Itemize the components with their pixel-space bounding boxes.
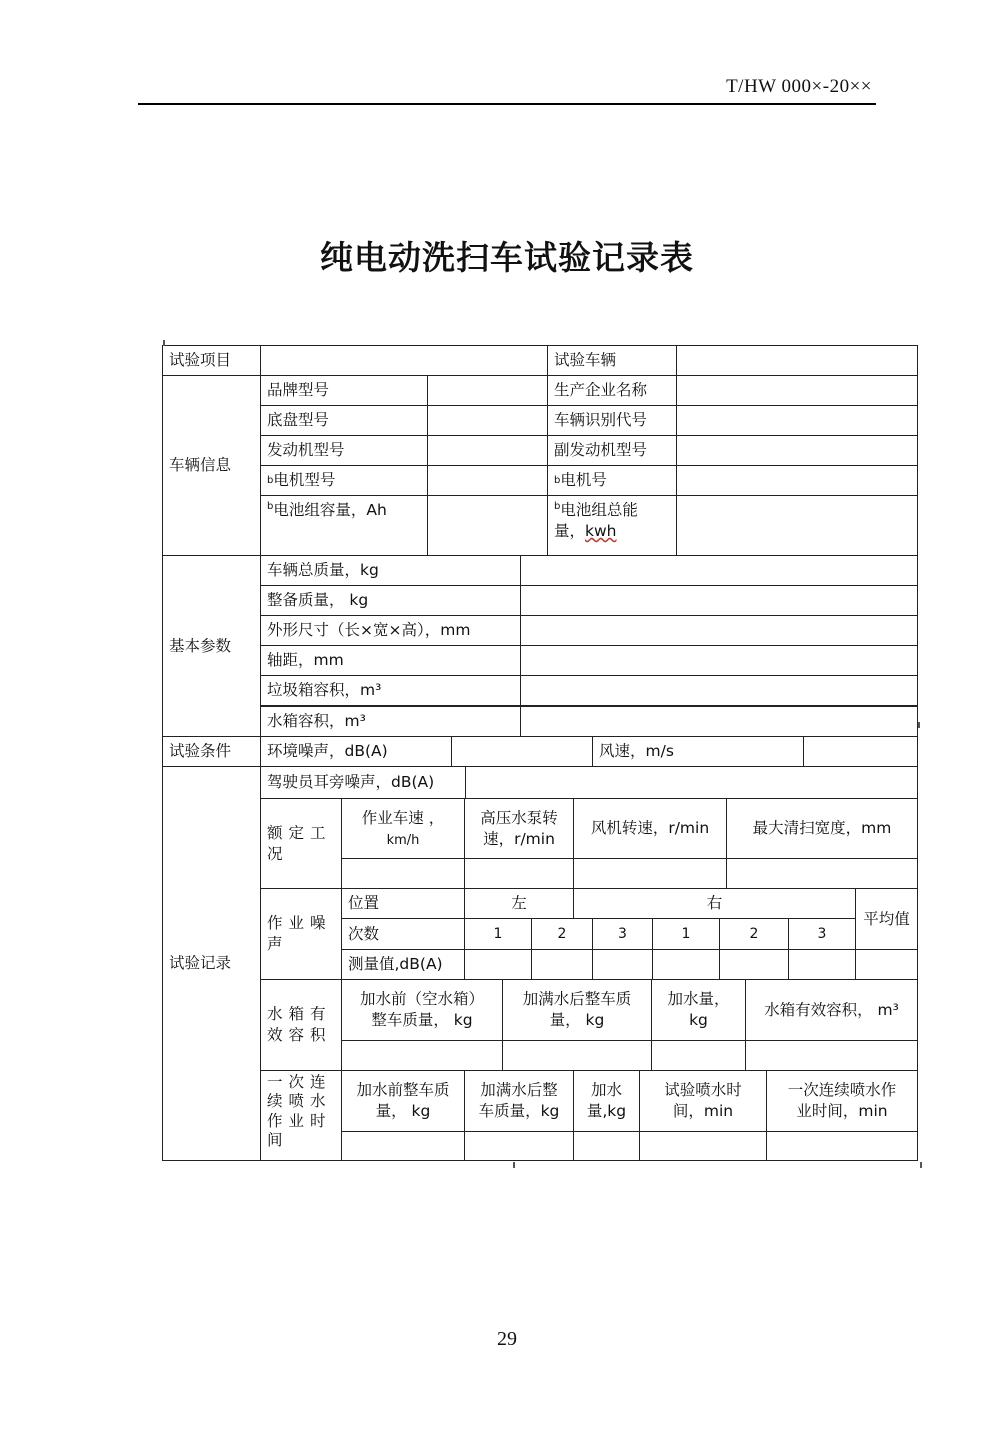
cell-cont-before-value[interactable] <box>341 1131 465 1161</box>
cell-cont-fill-header: 加水 量,kg <box>573 1070 640 1132</box>
cell-vin-value[interactable] <box>676 405 918 436</box>
cell-test-item-label: 试验项目 <box>162 345 261 376</box>
cell-gross-mass-value[interactable] <box>520 555 918 586</box>
cell-dimensions-value[interactable] <box>520 615 918 646</box>
cell-before-fill-value[interactable] <box>341 1040 503 1071</box>
cell-battery-capacity-value[interactable] <box>427 495 548 556</box>
cell-driver-noise-label: 驾驶员耳旁噪声，dB(A) <box>260 766 466 799</box>
cell-fan-speed-value[interactable] <box>573 858 727 889</box>
cell-left-header: 左 <box>464 888 574 919</box>
cell-tank-eff-header: 水箱有效容积， m³ <box>745 979 918 1041</box>
cell-ambient-noise-label: 环境噪声，dB(A) <box>260 736 452 767</box>
cell-cont-time-header: 一次连续喷水作 业时间，min <box>766 1070 918 1132</box>
cell-measured-right-3[interactable] <box>788 949 856 980</box>
cell-after-fill-header: 加满水后整车质 量， kg <box>502 979 652 1041</box>
section-test-records: 试验记录 <box>162 766 261 1161</box>
footnote-b: b <box>267 500 274 512</box>
cell-left-3: 3 <box>592 918 653 950</box>
cell-average-header: 平均值 <box>855 888 918 950</box>
cell-tank-eff-value[interactable] <box>745 1040 918 1071</box>
cell-chassis-model-label: 底盘型号 <box>260 405 428 436</box>
cell-fill-amount-value[interactable] <box>651 1040 746 1071</box>
cell-test-vehicle-value[interactable] <box>676 345 918 376</box>
cell-measured-label: 测量值,dB(A) <box>341 949 465 980</box>
scan-tick <box>163 340 165 346</box>
cell-cont-after-header: 加满水后整 车质量，kg <box>464 1070 574 1132</box>
cell-dimensions-label: 外形尺寸（长×宽×高），mm <box>260 615 521 646</box>
cell-engine-model-value[interactable] <box>427 435 548 466</box>
cell-ambient-noise-value[interactable] <box>451 736 593 767</box>
cell-fill-amount-header: 加水量， kg <box>651 979 746 1041</box>
cell-test-item-value[interactable] <box>260 345 548 376</box>
cell-right-1: 1 <box>652 918 720 950</box>
cell-continuous-label: 一次连续喷水作业时间 <box>260 1070 342 1161</box>
cell-motor-model-value[interactable] <box>427 465 548 496</box>
cell-after-fill-value[interactable] <box>502 1040 652 1071</box>
cell-vin-label: 车辆识别代号 <box>547 405 677 436</box>
cell-tank-volume-label: 水箱容积，m³ <box>260 706 521 737</box>
cell-times-label: 次数 <box>341 918 465 950</box>
cell-manufacturer-label: 生产企业名称 <box>547 375 677 406</box>
cell-motor-number-label: b 电机号 <box>547 465 677 496</box>
cell-left-2: 2 <box>531 918 593 950</box>
cell-measured-left-1[interactable] <box>464 949 532 980</box>
section-vehicle-info: 车辆信息 <box>162 375 261 556</box>
cell-rated-condition-label: 额定工况 <box>260 798 342 889</box>
scan-tick <box>513 1162 515 1168</box>
cell-measured-right-2[interactable] <box>719 949 789 980</box>
cell-wheelbase-value[interactable] <box>520 645 918 676</box>
cell-right-3: 3 <box>788 918 856 950</box>
cell-sweep-width-header: 最大清扫宽度，mm <box>726 798 918 859</box>
cell-left-1: 1 <box>464 918 532 950</box>
cell-brand-model-label: 品牌型号 <box>260 375 428 406</box>
cell-cont-fill-value[interactable] <box>573 1131 640 1161</box>
cell-aux-engine-value[interactable] <box>676 435 918 466</box>
scan-tick <box>920 1162 922 1168</box>
cell-test-vehicle-label: 试验车辆 <box>547 345 677 376</box>
cell-tank-eff-label: 水箱有效容积 <box>260 979 342 1071</box>
cell-fan-speed-header: 风机转速，r/min <box>573 798 727 859</box>
cell-motor-model-label: b 电机型号 <box>260 465 428 496</box>
cell-battery-energy-label: $^b$电池组总能 量，kwh <box>547 495 677 556</box>
cell-spray-time-value[interactable] <box>639 1131 767 1161</box>
cell-bin-volume-label: 垃圾箱容积，m³ <box>260 675 521 706</box>
cell-right-2: 2 <box>719 918 789 950</box>
cell-measured-right-1[interactable] <box>652 949 720 980</box>
cell-curb-mass-label: 整备质量， kg <box>260 585 521 616</box>
cell-engine-model-label: 发动机型号 <box>260 435 428 466</box>
cell-wind-speed-label: 风速，m/s <box>592 736 804 767</box>
cell-brand-model-value[interactable] <box>427 375 548 406</box>
footnote-b: b <box>554 500 561 512</box>
cell-measured-average[interactable] <box>855 949 918 980</box>
cell-bin-volume-value[interactable] <box>520 675 918 706</box>
cell-cont-before-header: 加水前整车质 量， kg <box>341 1070 465 1132</box>
cell-cont-after-value[interactable] <box>464 1131 574 1161</box>
cell-gross-mass-label: 车辆总质量，kg <box>260 555 521 586</box>
scan-tick <box>918 722 920 728</box>
cell-work-speed-header: 作业车速 ， km/h <box>341 798 465 859</box>
document-code: T/HW 000×-20×× <box>726 76 872 97</box>
cell-aux-engine-label: 副发动机型号 <box>547 435 677 466</box>
cell-pump-speed-value[interactable] <box>464 858 574 889</box>
cell-curb-mass-value[interactable] <box>520 585 918 616</box>
cell-pump-speed-header: 高压水泵转 速，r/min <box>464 798 574 859</box>
cell-cont-time-value[interactable] <box>766 1131 918 1161</box>
page-title: 纯电动洗扫车试验记录表 <box>320 238 694 277</box>
cell-spray-time-header: 试验喷水时 间，min <box>639 1070 767 1132</box>
page-number: 29 <box>497 1328 517 1350</box>
cell-sweep-width-value[interactable] <box>726 858 918 889</box>
cell-manufacturer-value[interactable] <box>676 375 918 406</box>
cell-work-speed-value[interactable] <box>341 858 465 889</box>
section-basic-params: 基本参数 <box>162 555 261 737</box>
section-test-conditions: 试验条件 <box>162 736 261 767</box>
cell-chassis-model-value[interactable] <box>427 405 548 436</box>
cell-motor-number-value[interactable] <box>676 465 918 496</box>
test-record-table <box>162 345 918 1161</box>
cell-position-label: 位置 <box>341 888 465 919</box>
cell-battery-energy-value[interactable] <box>676 495 918 556</box>
cell-battery-capacity-label: $^b$电池组容量，Ah <box>260 495 428 556</box>
header-rule <box>138 103 876 105</box>
cell-driver-noise-value[interactable] <box>465 766 918 799</box>
cell-wind-speed-value[interactable] <box>803 736 918 767</box>
cell-work-noise-label: 作业噪声 <box>260 888 342 980</box>
cell-measured-left-2[interactable] <box>531 949 593 980</box>
cell-measured-left-3[interactable] <box>592 949 653 980</box>
cell-right-header: 右 <box>573 888 856 919</box>
cell-before-fill-header: 加水前（空水箱） 整车质量， kg <box>341 979 503 1041</box>
cell-wheelbase-label: 轴距，mm <box>260 645 521 676</box>
cell-tank-volume-value[interactable] <box>520 706 918 737</box>
